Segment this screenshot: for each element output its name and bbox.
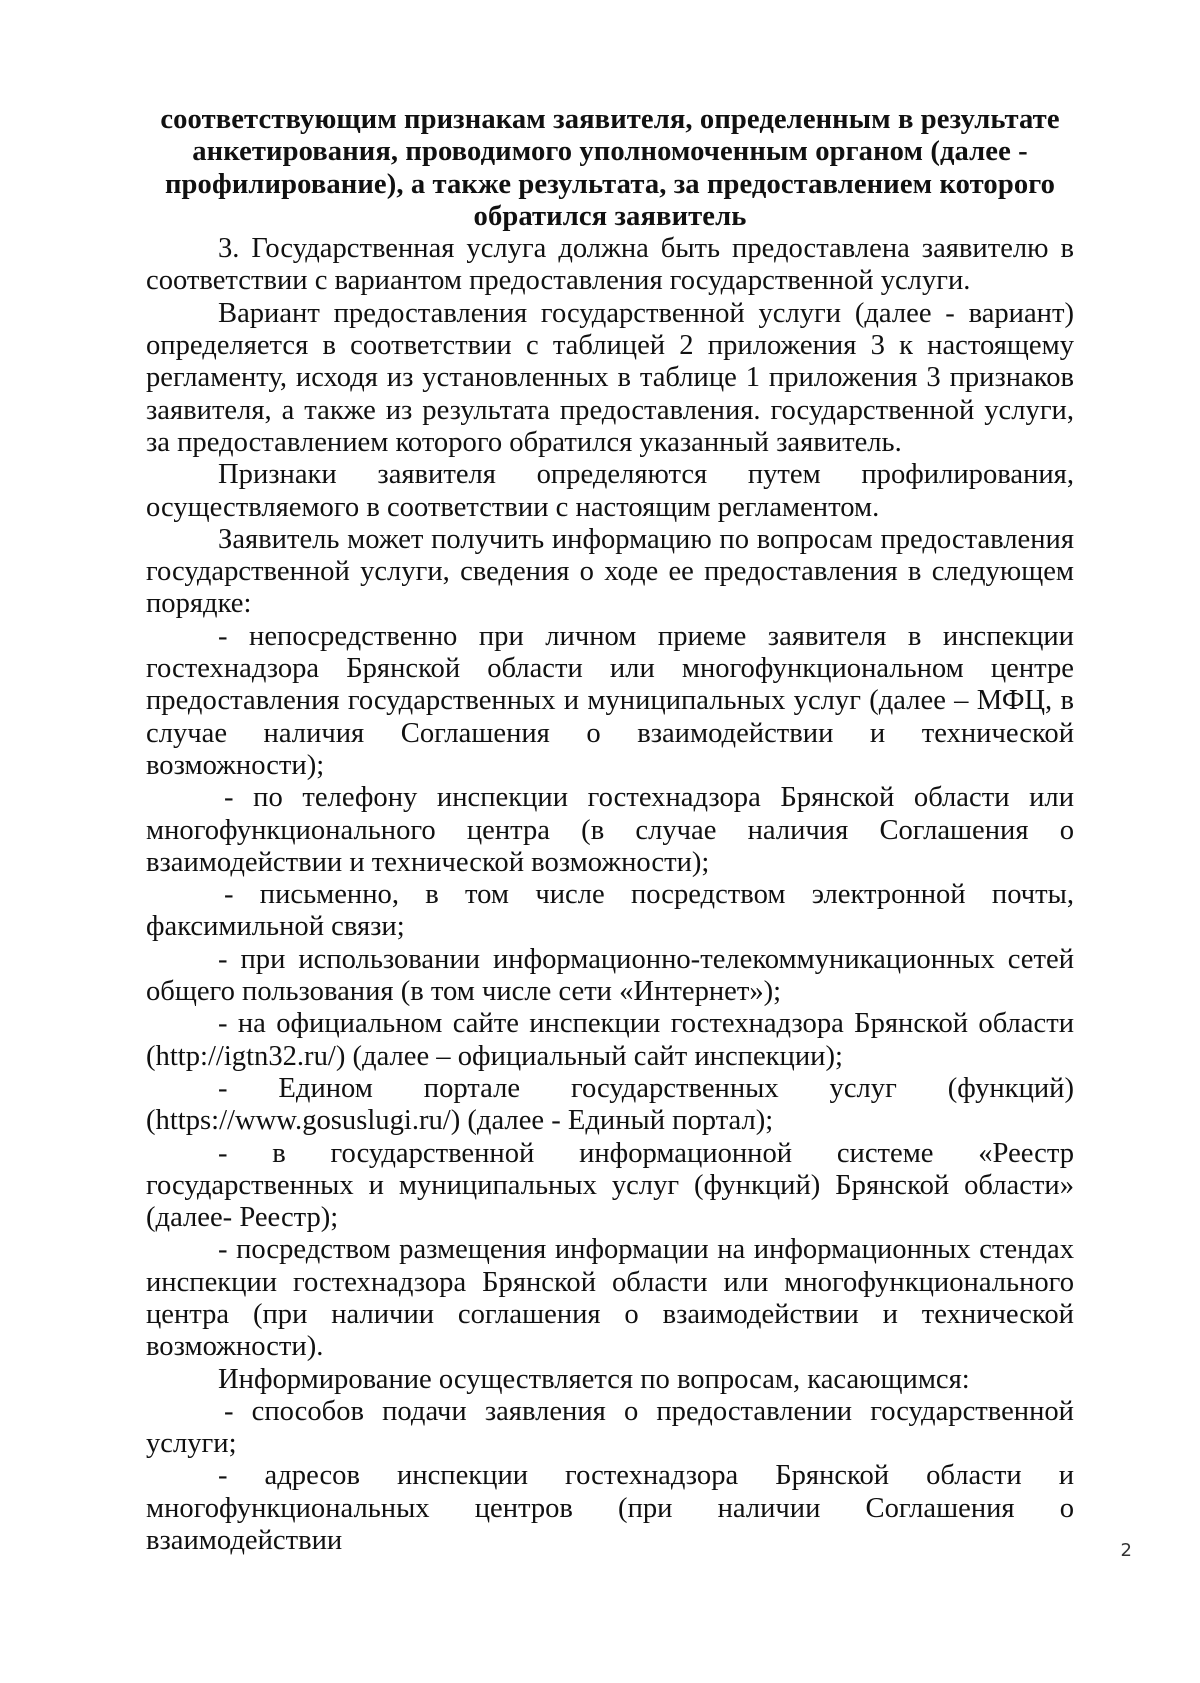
- section-heading: соответствующим признакам заявителя, определенным в результате анкетирования, проводимого уполномоченным органом (далее - профилирование), а также результата, за предоставлением которого обратился заявитель: [160, 104, 1060, 232]
- list-item-info-stands: - посредством размещения информации на информационных стендах инспекции гостехнадзора Брянской области или многофункционального центра (при наличии соглашения о взаимодействии и технической возможности).: [146, 1234, 1074, 1363]
- list-item-official-site: - на официальном сайте инспекции гостехнадзора Брянской области (http://igtn32.ru/) (далее – официальный сайт инспекции);: [146, 1008, 1074, 1072]
- page-number: 2: [1120, 1540, 1132, 1561]
- list-item-submission-methods: - способов подачи заявления о предоставлении государственной услуги;: [146, 1395, 1074, 1460]
- list-item-registry: - в государственной информационной системе «Реестр государственных и муниципальных услуг (функций) Брянской области» (далее- Реестр);: [146, 1137, 1074, 1234]
- list-item-phone: - по телефону инспекции гостехнадзора Брянской области или многофункционального центра (в случае наличия Соглашения о взаимодействии и технической возможности);: [146, 782, 1074, 878]
- paragraph-informing-topics: Информирование осуществляется по вопросам, касающимся:: [218, 1363, 970, 1395]
- list-item-personal-reception: - непосредственно при личном приеме заявителя в инспекции гостехнадзора Брянской области или многофункциональном центре предоставления государственных и муниципальных услуг (далее – МФЦ, в случае наличия Соглашения о взаимодействии и технической возможности);: [146, 620, 1074, 781]
- list-item-addresses: - адресов инспекции гостехнадзора Брянской области и многофункциональных центров (при наличии Соглашения о взаимодействии: [146, 1460, 1074, 1557]
- paragraph-variant-definition: Вариант предоставления государственной услуги (далее - вариант) определяется в соответствии с таблицей 2 приложения 3 к настоящему регламенту, исходя из установленных в таблице 1 приложения 3 признаков заявителя, а также из результата предоставления. государственной услуги, за предоставлением которого обратился указанный заявитель.: [146, 297, 1074, 458]
- document-body: [146, 104, 1074, 1557]
- list-item-networks: - при использовании информационно-телекоммуникационных сетей общего пользования (в том числе сети «Интернет»);: [146, 943, 1074, 1008]
- list-item-unified-portal: - Едином портале государственных услуг (функций) (https://www.gosuslugi.ru/) (далее - Единый портал);: [146, 1072, 1074, 1137]
- paragraph-information-order: Заявитель может получить информацию по вопросам предоставления государственной услуги, сведения о ходе ее предоставления в следующем порядке:: [146, 523, 1074, 620]
- paragraph-service-provision: 3. Государственная услуга должна быть предоставлена заявителю в соответствии с вариантом предоставления государственной услуги.: [146, 233, 1074, 297]
- paragraph-applicant-attributes: Признаки заявителя определяются путем профилирования, осуществляемого в соответствии с настоящим регламентом.: [146, 459, 1074, 523]
- list-item-written: - письменно, в том числе посредством электронной почты, факсимильной связи;: [146, 879, 1074, 943]
